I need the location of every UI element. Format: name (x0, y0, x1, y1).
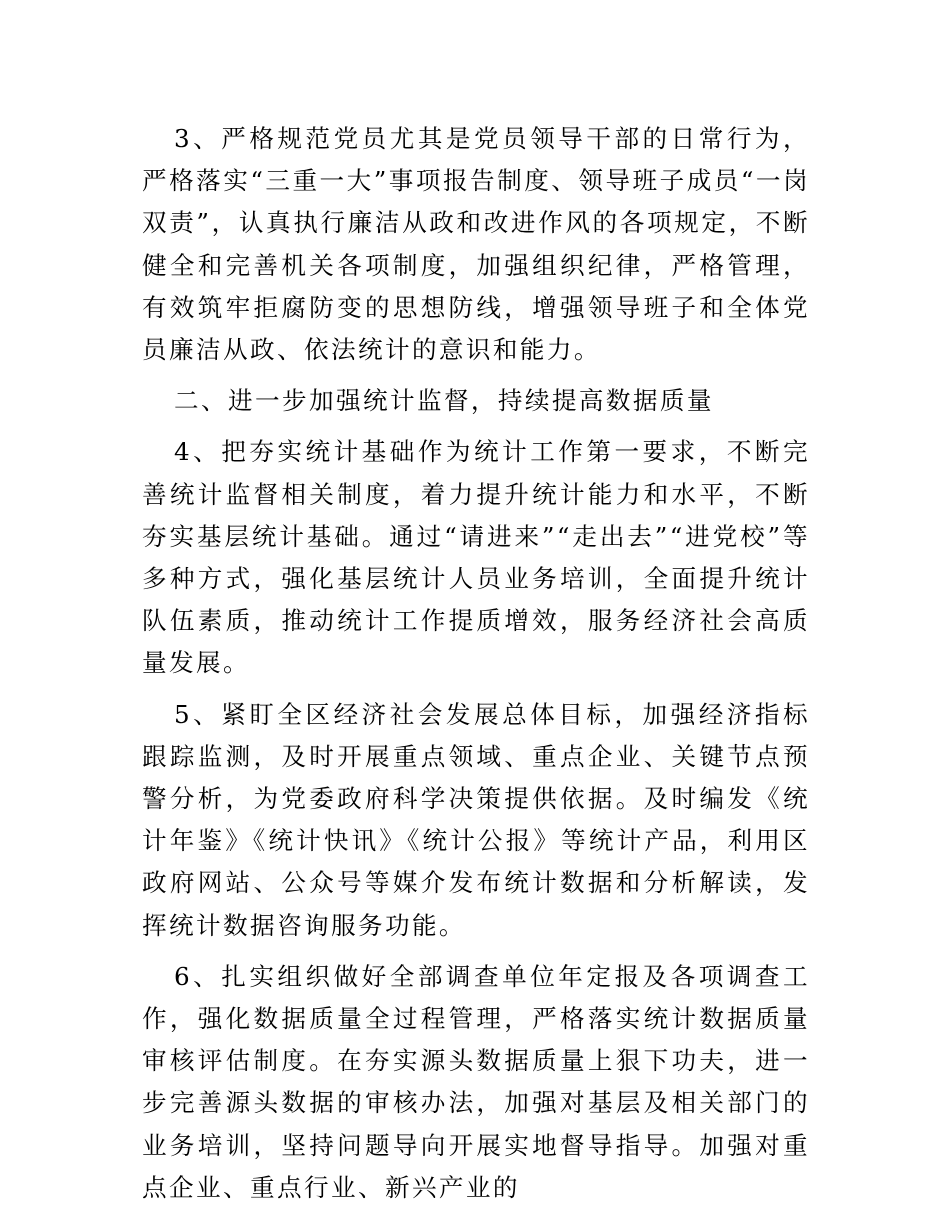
section-heading-2: 二、进一步加强统计监督，持续提高数据质量 (174, 386, 714, 416)
paragraph-item-4: 4、把夯实统计基础作为统计工作第一要求，不断完善统计监督相关制度，着力提升统计能力和水平，不断夯实基层统计基础。通过“请进来”“走出去”“进党校”等多种方式，强化基层统计人员业务培训，全面提升统计队伍素质，推动统计工作提质增效，服务经济社会高质量发展。 (142, 437, 810, 678)
paragraph-item-6: 6、扎实组织做好全部调查单位年定报及各项调查工作，强化数据质量全过程管理，严格落实统计数据质量审核评估制度。在夯实源头数据质量上狠下功夫，进一步完善源头数据的审核办法，加强对基层及相关部门的业务培训，坚持问题导向开展实地督导指导。加强对重点企业、重点行业、新兴产业的 (142, 961, 810, 1202)
document-page (142, 118, 810, 1209)
paragraph-item-5: 5、紧盯全区经济社会发展总体目标，加强经济指标跟踪监测，及时开展重点领域、重点企业、关键节点预警分析，为党委政府科学决策提供依据。及时编发《统计年鉴》《统计快讯》《统计公报》等统计产品，利用区政府网站、公众号等媒介发布统计数据和分析解读，发挥统计数据咨询服务功能。 (142, 699, 810, 940)
paragraph-item-3: 3、严格规范党员尤其是党员领导干部的日常行为，严格落实“三重一大”事项报告制度、领导班子成员“一岗双责”，认真执行廉洁从政和改进作风的各项规定，不断健全和完善机关各项制度，加强组织纪律，严格管理，有效筑牢拒腐防变的思想防线，增强领导班子和全体党员廉洁从政、依法统计的意识和能力。 (142, 124, 810, 365)
